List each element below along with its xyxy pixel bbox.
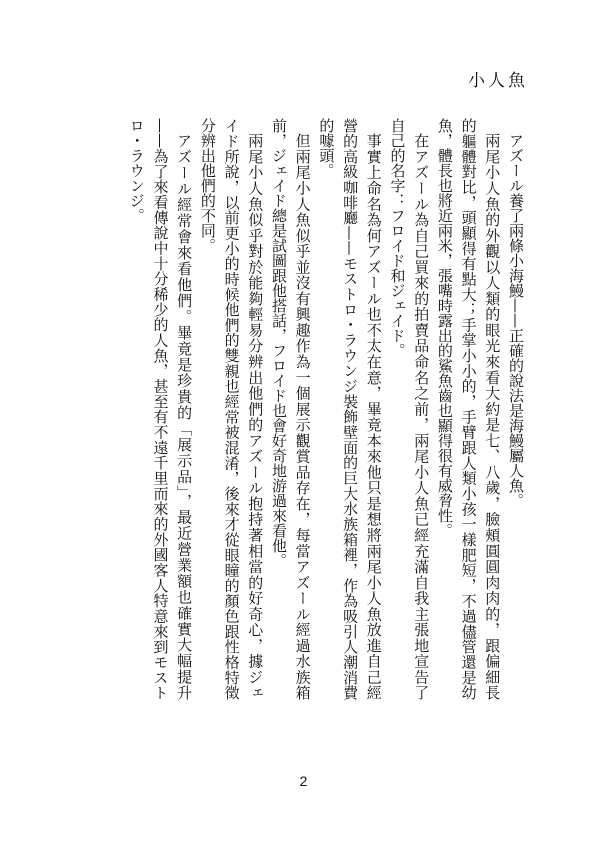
text-line: ロ・ラウンジ。 <box>127 118 146 223</box>
paragraph <box>503 118 527 700</box>
text-line: 的軀體對比，頭顯得有點大；手掌小小的，手臂跟人類小孩一樣肥短，不過儘管還是幼 <box>459 118 478 700</box>
text-line: 但兩尾小人魚似乎並沒有興趣作為一個展示觀賞品存在，每當アズール經過水族箱 <box>293 133 312 700</box>
page-number: 2 <box>299 773 308 789</box>
text-line: ——為了來看傳說中十分稀少的人魚，甚至有不遠千里而來的外國客人特意來到モスト <box>151 118 170 700</box>
text-line: 兩尾小人魚似乎對於能夠輕易分辨出他們的アズール抱持著相當的好奇心，據ジェ <box>246 133 265 700</box>
text-line: アズール養了兩條小海鰻——正確的說法是海鰻屬人魚。 <box>507 133 525 508</box>
text-line: 分辨出他們的不同。 <box>198 118 217 253</box>
running-title: 小人魚 <box>468 71 528 91</box>
text-line: イド所說，以前更小的時候他們的雙親也經常被混淆，後來才從眼瞳的顏色跟性格特徵 <box>222 118 241 700</box>
paragraph <box>195 118 266 700</box>
text-line: 營的高級咖啡廳——モストロ・ラウンジ裝飾壁面的巨大水族箱裡，作為吸引人潮消費 <box>341 118 360 700</box>
text-line: 在アズール為自己買來的拍賣品命名之前，兩尾小人魚已經充滿自我主張地宣告了 <box>412 133 431 700</box>
text-line: 兩尾小人魚的外觀以人類的眼光來看大約是七、八歲，臉頰圓圓肉肉的，跟偏細長 <box>483 133 502 700</box>
text-line: 魚，體長也將近兩米，張嘴時露出的鯊魚齒也顯得很有威脅性。 <box>435 118 454 538</box>
text-line: 前，ジェイド總是試圖跟他搭話，フロイド也會好奇地游過來看他。 <box>269 118 288 568</box>
paragraph <box>432 118 503 700</box>
text-line: アズール經常會來看他們。畢竟是珍貴的「展示品」，最近營業額也確實大幅提升 <box>175 133 194 700</box>
paragraph <box>266 118 313 700</box>
paragraph <box>314 118 385 700</box>
body-text <box>124 118 527 700</box>
text-line: 自己的名字：フロイド和ジェイド。 <box>388 118 407 358</box>
paragraph <box>385 118 432 700</box>
text-line: 的噱頭。 <box>317 118 336 178</box>
paragraph <box>124 118 195 700</box>
text-line: 事實上命名為何アズール也不太在意，畢竟本來他只是想將兩尾小人魚放進自己經 <box>364 133 383 700</box>
